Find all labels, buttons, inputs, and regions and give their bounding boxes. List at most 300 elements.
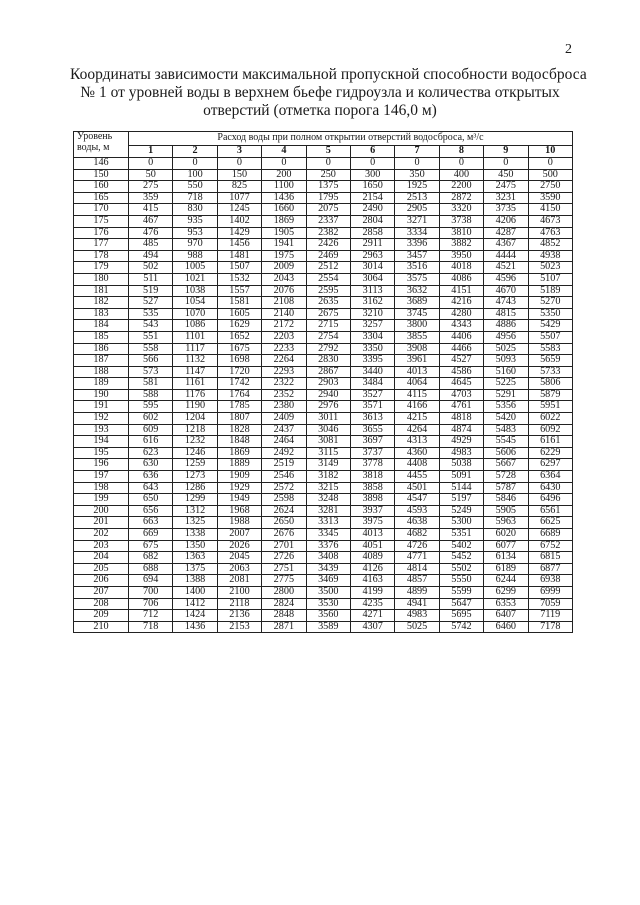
discharge-cell: 3898 <box>350 494 394 506</box>
discharge-cell: 4761 <box>439 401 483 413</box>
discharge-cell: 3737 <box>350 447 394 459</box>
discharge-cell: 2754 <box>306 331 350 343</box>
discharge-cell: 3632 <box>395 285 439 297</box>
discharge-cell: 4501 <box>395 482 439 494</box>
opening-count-header: 10 <box>528 146 572 158</box>
discharge-cell: 4682 <box>395 529 439 541</box>
discharge-cell: 1436 <box>173 621 217 633</box>
discharge-cell: 2624 <box>262 505 306 517</box>
discharge-cell: 5879 <box>528 389 572 401</box>
discharge-cell: 5025 <box>484 343 528 355</box>
discharge-cell: 2464 <box>262 436 306 448</box>
discharge-cell: 2963 <box>350 250 394 262</box>
water-level-cell: 201 <box>74 517 129 529</box>
discharge-cell: 5583 <box>528 343 572 355</box>
table-row <box>74 517 573 529</box>
table-row <box>74 389 573 401</box>
discharge-cell: 0 <box>306 158 350 170</box>
table-row <box>74 540 573 552</box>
discharge-cell: 2976 <box>306 401 350 413</box>
discharge-cell: 5787 <box>484 482 528 494</box>
discharge-cell: 1132 <box>173 355 217 367</box>
table-row <box>74 494 573 506</box>
discharge-cell: 5545 <box>484 436 528 448</box>
discharge-cell: 4151 <box>439 285 483 297</box>
water-level-cell: 202 <box>74 529 129 541</box>
discharge-cell: 1869 <box>262 215 306 227</box>
discharge-cell: 1925 <box>395 181 439 193</box>
water-level-cell: 170 <box>74 204 129 216</box>
table-row <box>74 227 573 239</box>
discharge-cell: 3320 <box>439 204 483 216</box>
level-column-header <box>74 132 129 158</box>
discharge-cell: 1190 <box>173 401 217 413</box>
discharge-cell: 6689 <box>528 529 572 541</box>
discharge-cell: 6022 <box>528 413 572 425</box>
discharge-cell: 4216 <box>439 297 483 309</box>
discharge-cell: 551 <box>129 331 173 343</box>
discharge-cell: 4852 <box>528 239 572 251</box>
discharge-cell: 4673 <box>528 215 572 227</box>
discharge-cell: 6020 <box>484 529 528 541</box>
water-level-cell: 179 <box>74 262 129 274</box>
discharge-cell: 3745 <box>395 308 439 320</box>
discharge-cell: 275 <box>129 181 173 193</box>
discharge-cell: 1338 <box>173 529 217 541</box>
discharge-cell: 1929 <box>217 482 261 494</box>
discharge-cell: 3530 <box>306 598 350 610</box>
discharge-cell: 5606 <box>484 447 528 459</box>
discharge-cell: 3738 <box>439 215 483 227</box>
discharge-cell: 953 <box>173 227 217 239</box>
discharge-cell: 2203 <box>262 331 306 343</box>
discharge-cell: 2635 <box>306 297 350 309</box>
discharge-cell: 1086 <box>173 320 217 332</box>
table-row <box>74 401 573 413</box>
discharge-cell: 7119 <box>528 610 572 622</box>
discharge-cell: 3162 <box>350 297 394 309</box>
opening-count-header: 7 <box>395 146 439 158</box>
discharge-cell: 4408 <box>395 459 439 471</box>
discharge-cell: 3345 <box>306 529 350 541</box>
discharge-cell: 5038 <box>439 459 483 471</box>
discharge-cell: 566 <box>129 355 173 367</box>
water-level-cell: 197 <box>74 471 129 483</box>
discharge-cell: 970 <box>173 239 217 251</box>
discharge-cell: 500 <box>528 169 572 181</box>
discharge-cell: 2905 <box>395 204 439 216</box>
discharge-cell: 0 <box>350 158 394 170</box>
discharge-cell: 2007 <box>217 529 261 541</box>
discharge-cell: 4983 <box>439 447 483 459</box>
discharge-cell: 6161 <box>528 436 572 448</box>
table-row <box>74 610 573 622</box>
discharge-cell: 5728 <box>484 471 528 483</box>
discharge-cell: 2676 <box>262 529 306 541</box>
discharge-cell: 3689 <box>395 297 439 309</box>
discharge-cell: 4586 <box>439 366 483 378</box>
discharge-cell: 519 <box>129 285 173 297</box>
discharge-cell: 3182 <box>306 471 350 483</box>
discharge-cell: 5742 <box>439 621 483 633</box>
opening-count-header: 1 <box>129 146 173 158</box>
table-row <box>74 505 573 517</box>
discharge-cell: 4899 <box>395 586 439 598</box>
discharge-cell: 2650 <box>262 517 306 529</box>
discharge-cell: 656 <box>129 505 173 517</box>
discharge-cell: 3011 <box>306 413 350 425</box>
discharge-cell: 2911 <box>350 239 394 251</box>
discharge-cell: 2380 <box>262 401 306 413</box>
discharge-cell: 1742 <box>217 378 261 390</box>
opening-count-header: 4 <box>262 146 306 158</box>
discharge-cell: 1312 <box>173 505 217 517</box>
discharge-cell: 2200 <box>439 181 483 193</box>
discharge-cell: 2554 <box>306 273 350 285</box>
discharge-cell: 4818 <box>439 413 483 425</box>
discharge-cell: 1161 <box>173 378 217 390</box>
water-level-cell: 178 <box>74 250 129 262</box>
discharge-cell: 4089 <box>350 552 394 564</box>
discharge-cell: 2475 <box>484 181 528 193</box>
discharge-cell: 300 <box>350 169 394 181</box>
water-level-cell: 150 <box>74 169 129 181</box>
discharge-cell: 2233 <box>262 343 306 355</box>
discharge-cell: 4313 <box>395 436 439 448</box>
discharge-table <box>73 131 573 633</box>
table-row <box>74 424 573 436</box>
table-row <box>74 285 573 297</box>
discharge-cell: 5225 <box>484 378 528 390</box>
discharge-cell: 2153 <box>217 621 261 633</box>
discharge-cell: 535 <box>129 308 173 320</box>
discharge-cell: 3882 <box>439 239 483 251</box>
title-line-1: Координаты зависимости максимальной пропускной способности водосброса <box>70 66 587 83</box>
discharge-cell: 0 <box>439 158 483 170</box>
discharge-cell: 5502 <box>439 563 483 575</box>
discharge-cell: 4064 <box>395 378 439 390</box>
discharge-cell: 5291 <box>484 389 528 401</box>
discharge-cell: 7178 <box>528 621 572 633</box>
discharge-cell: 2867 <box>306 366 350 378</box>
discharge-cell: 3334 <box>395 227 439 239</box>
discharge-cell: 3516 <box>395 262 439 274</box>
discharge-cell: 3396 <box>395 239 439 251</box>
discharge-cell: 1968 <box>217 505 261 517</box>
discharge-cell: 1652 <box>217 331 261 343</box>
discharge-cell: 2792 <box>306 343 350 355</box>
discharge-cell: 595 <box>129 401 173 413</box>
discharge-cell: 4126 <box>350 563 394 575</box>
discharge-cell: 3778 <box>350 459 394 471</box>
table-row <box>74 575 573 587</box>
discharge-cell: 1375 <box>173 563 217 575</box>
water-level-cell: 204 <box>74 552 129 564</box>
discharge-cell: 2750 <box>528 181 572 193</box>
discharge-cell: 1259 <box>173 459 217 471</box>
water-level-cell: 199 <box>74 494 129 506</box>
discharge-cell: 4983 <box>395 610 439 622</box>
discharge-cell: 4018 <box>439 262 483 274</box>
table-body <box>74 158 573 633</box>
discharge-cell: 4703 <box>439 389 483 401</box>
discharge-cell: 4596 <box>484 273 528 285</box>
discharge-cell: 4638 <box>395 517 439 529</box>
discharge-cell: 3115 <box>306 447 350 459</box>
table-row <box>74 297 573 309</box>
discharge-cell: 4956 <box>484 331 528 343</box>
discharge-cell: 1675 <box>217 343 261 355</box>
water-level-cell: 160 <box>74 181 129 193</box>
discharge-cell: 2715 <box>306 320 350 332</box>
discharge-cell: 3590 <box>528 192 572 204</box>
discharge-group-header: Расход воды при полном открытии отверстий водосброса, м³/с <box>129 132 573 146</box>
discharge-cell: 2726 <box>262 552 306 564</box>
discharge-cell: 5249 <box>439 505 483 517</box>
discharge-cell: 3613 <box>350 413 394 425</box>
discharge-cell: 3046 <box>306 424 350 436</box>
discharge-cell: 6189 <box>484 563 528 575</box>
discharge-cell: 5647 <box>439 598 483 610</box>
discharge-cell: 3081 <box>306 436 350 448</box>
discharge-cell: 1869 <box>217 447 261 459</box>
discharge-cell: 3484 <box>350 378 394 390</box>
discharge-cell: 3231 <box>484 192 528 204</box>
water-level-cell: 186 <box>74 343 129 355</box>
opening-count-header: 3 <box>217 146 261 158</box>
discharge-cell: 1273 <box>173 471 217 483</box>
discharge-cell: 694 <box>129 575 173 587</box>
discharge-cell: 5550 <box>439 575 483 587</box>
water-level-cell: 182 <box>74 297 129 309</box>
discharge-cell: 6364 <box>528 471 572 483</box>
discharge-cell: 1246 <box>173 447 217 459</box>
discharge-cell: 5107 <box>528 273 572 285</box>
discharge-cell: 4466 <box>439 343 483 355</box>
discharge-cell: 1204 <box>173 413 217 425</box>
discharge-cell: 1299 <box>173 494 217 506</box>
discharge-cell: 2382 <box>306 227 350 239</box>
discharge-cell: 1949 <box>217 494 261 506</box>
discharge-cell: 6460 <box>484 621 528 633</box>
discharge-cell: 2081 <box>217 575 261 587</box>
table-row <box>74 308 573 320</box>
discharge-cell: 5402 <box>439 540 483 552</box>
table-row <box>74 320 573 332</box>
discharge-cell: 5093 <box>484 355 528 367</box>
discharge-cell: 2858 <box>350 227 394 239</box>
discharge-cell: 6299 <box>484 586 528 598</box>
discharge-cell: 1232 <box>173 436 217 448</box>
discharge-cell: 5733 <box>528 366 572 378</box>
discharge-cell: 6407 <box>484 610 528 622</box>
water-level-cell: 194 <box>74 436 129 448</box>
discharge-cell: 2140 <box>262 308 306 320</box>
discharge-cell: 1889 <box>217 459 261 471</box>
water-level-cell: 181 <box>74 285 129 297</box>
water-level-cell: 191 <box>74 401 129 413</box>
water-level-cell: 207 <box>74 586 129 598</box>
discharge-cell: 2546 <box>262 471 306 483</box>
discharge-cell: 400 <box>439 169 483 181</box>
discharge-cell: 150 <box>217 169 261 181</box>
table-row <box>74 378 573 390</box>
level-header-line-2: воды, м <box>77 141 110 153</box>
discharge-cell: 5429 <box>528 320 572 332</box>
discharge-cell: 2026 <box>217 540 261 552</box>
discharge-cell: 3457 <box>395 250 439 262</box>
table-row <box>74 158 573 170</box>
discharge-cell: 2172 <box>262 320 306 332</box>
discharge-cell: 2043 <box>262 273 306 285</box>
discharge-cell: 3961 <box>395 355 439 367</box>
discharge-cell: 4264 <box>395 424 439 436</box>
discharge-cell: 1807 <box>217 413 261 425</box>
discharge-cell: 2009 <box>262 262 306 274</box>
discharge-cell: 1412 <box>173 598 217 610</box>
discharge-cell: 6815 <box>528 552 572 564</box>
discharge-cell: 5351 <box>439 529 483 541</box>
water-level-cell: 177 <box>74 239 129 251</box>
discharge-cell: 1176 <box>173 389 217 401</box>
discharge-cell: 1905 <box>262 227 306 239</box>
discharge-cell: 5160 <box>484 366 528 378</box>
discharge-cell: 2075 <box>306 204 350 216</box>
discharge-cell: 1581 <box>217 297 261 309</box>
discharge-cell: 350 <box>395 169 439 181</box>
discharge-cell: 1909 <box>217 471 261 483</box>
discharge-cell: 543 <box>129 320 173 332</box>
discharge-cell: 4763 <box>528 227 572 239</box>
discharge-cell: 2871 <box>262 621 306 633</box>
discharge-cell: 4929 <box>439 436 483 448</box>
discharge-cell: 3800 <box>395 320 439 332</box>
table-row <box>74 215 573 227</box>
discharge-cell: 4527 <box>439 355 483 367</box>
table-row <box>74 262 573 274</box>
discharge-cell: 3735 <box>484 204 528 216</box>
water-level-cell: 188 <box>74 366 129 378</box>
discharge-cell: 1100 <box>262 181 306 193</box>
discharge-cell: 1325 <box>173 517 217 529</box>
discharge-cell: 3408 <box>306 552 350 564</box>
discharge-cell: 4307 <box>350 621 394 633</box>
water-level-cell: 208 <box>74 598 129 610</box>
discharge-cell: 1848 <box>217 436 261 448</box>
discharge-cell: 3215 <box>306 482 350 494</box>
discharge-cell: 3248 <box>306 494 350 506</box>
opening-count-header: 5 <box>306 146 350 158</box>
discharge-cell: 1375 <box>306 181 350 193</box>
table-row <box>74 343 573 355</box>
discharge-cell: 5846 <box>484 494 528 506</box>
discharge-cell: 1286 <box>173 482 217 494</box>
table-row <box>74 436 573 448</box>
table-row <box>74 250 573 262</box>
discharge-cell: 830 <box>173 204 217 216</box>
water-level-cell: 206 <box>74 575 129 587</box>
discharge-cell: 5300 <box>439 517 483 529</box>
discharge-cell: 5599 <box>439 586 483 598</box>
discharge-cell: 4013 <box>350 529 394 541</box>
discharge-cell: 415 <box>129 204 173 216</box>
discharge-cell: 1941 <box>262 239 306 251</box>
discharge-cell: 4086 <box>439 273 483 285</box>
discharge-cell: 4670 <box>484 285 528 297</box>
discharge-cell: 688 <box>129 563 173 575</box>
discharge-cell: 636 <box>129 471 173 483</box>
discharge-cell: 4343 <box>439 320 483 332</box>
discharge-cell: 4360 <box>395 447 439 459</box>
discharge-cell: 1629 <box>217 320 261 332</box>
water-level-cell: 210 <box>74 621 129 633</box>
discharge-cell: 1070 <box>173 308 217 320</box>
discharge-cell: 1557 <box>217 285 261 297</box>
discharge-cell: 4874 <box>439 424 483 436</box>
discharge-cell: 6561 <box>528 505 572 517</box>
discharge-cell: 700 <box>129 586 173 598</box>
table-row <box>74 169 573 181</box>
discharge-cell: 5963 <box>484 517 528 529</box>
discharge-cell: 1101 <box>173 331 217 343</box>
table-row <box>74 181 573 193</box>
discharge-cell: 4051 <box>350 540 394 552</box>
discharge-cell: 4444 <box>484 250 528 262</box>
discharge-cell: 5356 <box>484 401 528 413</box>
opening-count-header: 6 <box>350 146 394 158</box>
discharge-cell: 558 <box>129 343 173 355</box>
discharge-cell: 502 <box>129 262 173 274</box>
discharge-cell: 4013 <box>395 366 439 378</box>
discharge-cell: 527 <box>129 297 173 309</box>
water-level-cell: 190 <box>74 389 129 401</box>
opening-count-header: 9 <box>484 146 528 158</box>
discharge-cell: 988 <box>173 250 217 262</box>
title-line-3: отверстий (отметка порога 146,0 м) <box>203 102 437 119</box>
discharge-cell: 7059 <box>528 598 572 610</box>
discharge-cell: 3937 <box>350 505 394 517</box>
discharge-cell: 5695 <box>439 610 483 622</box>
discharge-cell: 4771 <box>395 552 439 564</box>
discharge-cell: 3313 <box>306 517 350 529</box>
water-level-cell: 187 <box>74 355 129 367</box>
discharge-cell: 1720 <box>217 366 261 378</box>
discharge-cell: 602 <box>129 413 173 425</box>
discharge-cell: 2118 <box>217 598 261 610</box>
discharge-cell: 1054 <box>173 297 217 309</box>
discharge-cell: 5483 <box>484 424 528 436</box>
discharge-cell: 706 <box>129 598 173 610</box>
discharge-cell: 2437 <box>262 424 306 436</box>
discharge-cell: 2572 <box>262 482 306 494</box>
discharge-cell: 5144 <box>439 482 483 494</box>
discharge-cell: 3257 <box>350 320 394 332</box>
discharge-cell: 0 <box>129 158 173 170</box>
discharge-cell: 6999 <box>528 586 572 598</box>
discharge-cell: 2154 <box>350 192 394 204</box>
discharge-cell: 6244 <box>484 575 528 587</box>
discharge-cell: 4199 <box>350 586 394 598</box>
table-row <box>74 459 573 471</box>
discharge-cell: 1795 <box>306 192 350 204</box>
discharge-cell: 2063 <box>217 563 261 575</box>
discharge-cell: 5270 <box>528 297 572 309</box>
discharge-cell: 2519 <box>262 459 306 471</box>
discharge-cell: 1456 <box>217 239 261 251</box>
level-header-line-1: Уровень <box>77 131 113 142</box>
discharge-cell: 1507 <box>217 262 261 274</box>
water-level-cell: 196 <box>74 459 129 471</box>
